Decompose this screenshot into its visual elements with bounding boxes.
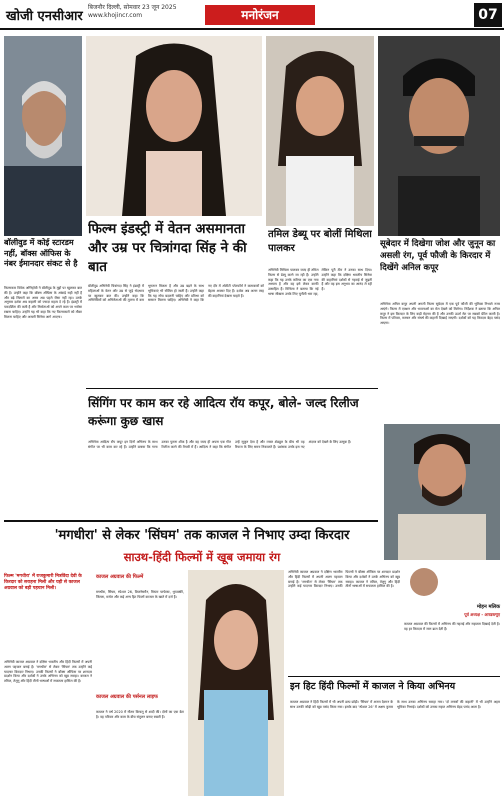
body-anil: अभिनेता अनिल कपूर अपनी अगली फिल्म सूबेदार में एक पूर्व फौजी की भूमिका निभाते नजर आएंगे। फिल्म में एक्शन और भावनाओं का मेल देखने को मिलेगा। निर्देशक ने बताया कि अनिल कपूर ने इस किरदार के लिए कड़ी मेहनत की है और उनकी ऊर्जा सेट पर सबको प्रेरित करती है। फिल्म में परिवार, सम्मान और संघर्ष की कहानी दिखाई जाएगी। दर्शकों को यह किरदार बेहद पसंद आएगा।	[380, 302, 500, 326]
photo-vivek	[4, 36, 82, 236]
photo-anil	[378, 36, 500, 236]
kajal-box-title: काजल अग्रवाल की फिल्में	[96, 574, 144, 580]
rule-aditya-top	[86, 388, 378, 389]
headline-vivek: बॉलीवुड में कोई स्टारडम नहीं, बॉक्स ऑफिस के नंबर ईमानदार संकट से है	[4, 238, 78, 268]
headline-chitrangada: फिल्म इंडस्ट्री में वेतन असमानता और उम्र पर चित्रांगदा सिंह ने की बात	[88, 221, 247, 275]
edition-meta	[88, 4, 177, 20]
page-number: 07	[474, 3, 502, 27]
photo-chitrangada	[86, 36, 262, 216]
photo-kajal	[188, 570, 284, 796]
headline-aditya: सिंगिंग पर काम कर रहे आदित्य रॉय कपूर, बोले- जल्द रिलीज करूंगा कुछ खास	[88, 396, 359, 428]
rule-kajal-top	[4, 520, 378, 522]
rule-kajal-hindi-top	[288, 676, 500, 677]
commentator-title: पूर्व अध्यक्ष - आरडब्ल्यूए	[464, 612, 500, 617]
photo-aditya	[384, 424, 500, 560]
headline-anil: सूबेदार में दिखेगा जोश और जुनून का असली रंग, पूर्व फौजी के किरदार में दिखेंगे अनिल कपूर	[380, 239, 496, 273]
commentator-name: मोहन मलिक	[477, 604, 500, 610]
body-chitrangada: बॉलीवुड अभिनेत्री चित्रांगदा सिंह ने इंडस्ट्री में महिलाओं के वेतन और उम्र से जुड़े भेदभाव पर खुलकर बात की। उन्होंने कहा कि अभिनेत्रियों को अभिनेताओं की तुलना में कम भुगतान मिलता है और उम्र बढ़ने के साथ भूमिकाएं भी सीमित हो जाती हैं। उन्होंने कहा कि यह सोच बदलनी चाहिए और प्रतिभा को सम्मान मिलना चाहिए। अभिनेत्री ने कहा कि नए दौर में ओटीटी प्लेटफॉर्म ने कलाकारों को बेहतर अवसर दिए हैं। दर्शक अब अलग तरह की कहानियां देखना चाहते हैं।	[88, 284, 264, 303]
body-aditya: अभिनेता आदित्य रॉय कपूर इन दिनों अभिनय के साथ संगीत पर भी काम कर रहे हैं। उन्होंने बताया कि गाना उनका पुराना शौक है और वह जल्द ही अपना एक गीत रिलीज करने की तैयारी में हैं। आदित्य ने कहा कि संगीत उन्हें सुकून देता है और व्यस्त शेड्यूल के बीच भी वह रियाज के लिए समय निकालते हैं। प्रशंसक उनके इस नए अंदाज को देखने के लिए उत्सुक हैं।	[88, 440, 352, 449]
commentator-body: काजल अग्रवाल की फिल्मों में अभिनय की गहराई और सहजता दिखाई देती है। वह हर किरदार में जान डाल देती हैं।	[404, 622, 500, 631]
pullquote-kajal: फिल्म 'मगधीरा' में राजकुमारी मित्रविंदा देवी के किरदार को सराहना मिली और यही से काजल अग्रवाल को बड़ी पहचान मिली।	[4, 574, 82, 591]
photo-commentator	[404, 562, 500, 602]
headline-kajal: 'मगधीरा' से लेकर 'सिंघम' तक काजल ने निभाए उम्दा किरदार	[54, 528, 350, 543]
kajal-aside-body: काजल ने वर्ष 2020 में गौतम किचलू से शादी की। दोनों का एक बेटा है। वह परिवार और काम के बीच संतुलन बनाए रखती हैं।	[96, 710, 184, 719]
kajal-box-body: मगधीरा, सिंघम, स्पेशल 26, बिजनेसमैन, मिस्टर परफेक्ट, थुप्पक्की, जिल्ला, मर्सल और कई अन्य हिट फिल्में काजल के खाते में दर्ज हैं।	[96, 590, 184, 599]
kajal-aside-heading: काजल अग्रवाल की पर्सनल लाइफ	[96, 694, 158, 700]
headline-kajal-hindi: इन हिट हिंदी फिल्मों में काजल ने किया अभिनय	[290, 681, 456, 692]
masthead-bar	[0, 0, 504, 30]
site-url: www.khojincr.com	[88, 12, 143, 19]
body-vivek: फिल्मकार विवेक अग्निहोत्री ने बॉलीवुड के मुद्दों पर खुलकर बात की है। उन्होंने कहा कि बॉक्स ऑफिस के आंकड़े सही नहीं हैं और बड़े सितारों का असर अब पहले जैसा नहीं रहा। उनके अनुसार दर्शक अब कहानी को ज्यादा महत्व दे रहे हैं। इंडस्ट्री में पारदर्शिता की कमी है और निर्माताओं को अपने काम पर भरोसा रखना चाहिए। उन्होंने यह भी कहा कि नए फिल्मकारों को मौका मिलना चाहिए और असली सिनेमा आगे आएगा।	[4, 286, 82, 319]
body-mithila: अभिनेत्री मिथिला पालकर जल्द ही तमिल फिल्म से डेब्यू करने जा रही हैं। उन्होंने कहा कि यह उनके करियर का एक नया अध्याय है और वह इसे लेकर काफी उत्साहित हैं। मिथिला ने बताया कि नई भाषा सीखना उनके लिए चुनौती भरा रहा, लेकिन पूरी टीम ने उनका साथ दिया। उन्होंने कहा कि दक्षिण भारतीय सिनेमा की कहानियां दर्शकों से गहराई से जुड़ती हैं और वह इस अनुभव का आनंद ले रही हैं।	[268, 268, 372, 296]
edition-date: बिजनौर दिल्ली, सोमवार 23 जून 2025	[88, 4, 177, 11]
headline-mithila: तमिल डेब्यू पर बोलीं मिथिला पालकर	[268, 229, 372, 254]
body-kajal-hindi: काजल अग्रवाल ने हिंदी फिल्मों में भी अपनी छाप छोड़ी। 'सिंघम' में अजय देवगन के साथ उनकी जोड़ी को खूब पसंद किया गया। इसके बाद 'स्पेशल 26' में अक्षय कुमार के साथ उनका अभिनय सराहा गया। 'दो लफ्जों की कहानी' में भी उन्होंने अहम भूमिका निभाई। दर्शकों को उनका सहज अभिनय बेहद पसंद आता है।	[290, 700, 500, 709]
column-top-right-text: अभिनेत्री काजल अग्रवाल ने दक्षिण भारतीय और हिंदी फिल्मों में अपनी अलग पहचान बनाई है। 'मगधीरा' से लेकर 'सिंघम' तक उन्होंने कई यादगार किरदार निभाए। उनकी फिल्मों ने बॉक्स ऑफिस पर शानदार प्रदर्शन किया और दर्शकों ने उनके अभिनय को खूब सराहा। काजल ने तमिल, तेलुगु और हिंदी तीनों भाषाओं में सफलता हासिल की है।	[288, 570, 400, 589]
section-label: मनोरंजन	[205, 5, 315, 25]
body-kajal: अभिनेत्री काजल अग्रवाल ने दक्षिण भारतीय और हिंदी फिल्मों में अपनी अलग पहचान बनाई है। 'मगधीरा' से लेकर 'सिंघम' तक उन्होंने कई यादगार किरदार निभाए। उनकी फिल्मों ने बॉक्स ऑफिस पर शानदार प्रदर्शन किया और दर्शकों ने उनके अभिनय को खूब सराहा। काजल ने तमिल, तेलुगु और हिंदी तीनों भाषाओं में सफलता हासिल की है।	[4, 660, 92, 684]
paper-name: खोजी एनसीआर	[6, 9, 83, 24]
photo-mithila	[266, 36, 374, 226]
subhead-kajal: साउथ-हिंदी फिल्मों में खूब जमाया रंग	[123, 550, 281, 564]
